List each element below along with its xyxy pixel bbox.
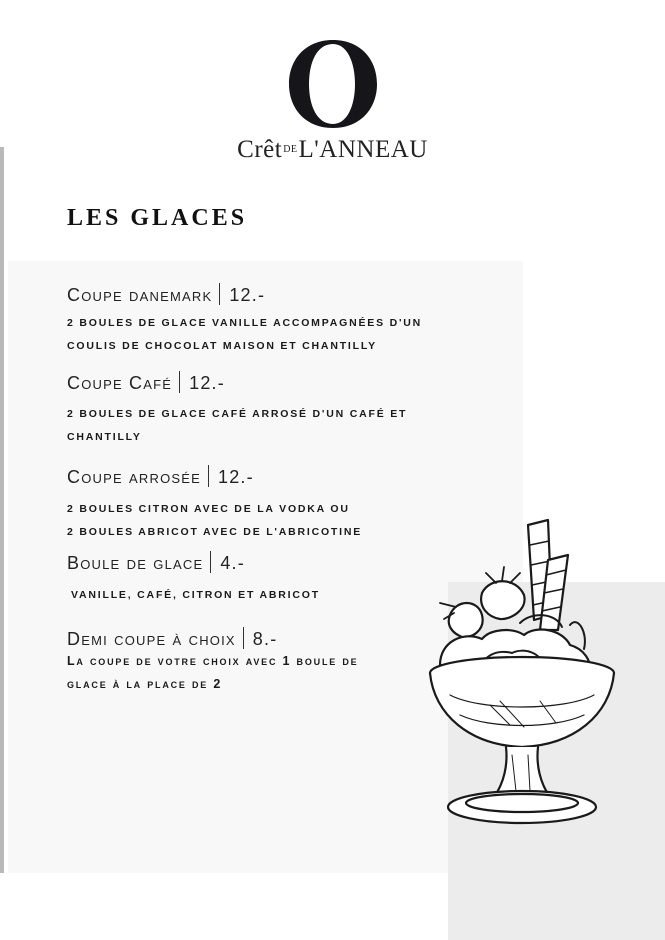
menu-item-description [67, 498, 362, 544]
menu-item-description [67, 584, 320, 607]
logo [0, 38, 665, 130]
description-line: La coupe de votre choix avec 1 boule de [67, 654, 359, 668]
separator [219, 283, 220, 305]
description-line: VANILLE, CAFÉ, CITRON ET ABRICOT [71, 589, 320, 601]
menu-item-description [67, 312, 422, 358]
description-line: 2 BOULES CITRON AVEC DE LA VODKA OU [67, 503, 350, 515]
separator [179, 371, 180, 393]
menu-item-price: 12.- [218, 467, 254, 487]
left-accent-bar [0, 147, 4, 873]
description-line: 2 BOULES DE GLACE VANILLE ACCOMPAGNÉES D'UN [67, 317, 423, 329]
menu-item-name: Coupe danemark [67, 285, 213, 305]
description-line: glace à la place de 2 [67, 677, 223, 691]
menu-item-name: Demi coupe à choix [67, 629, 236, 649]
menu-item-price: 8.- [252, 629, 278, 649]
menu-item-name: Coupe Café [67, 373, 173, 393]
brand-name-part2: L'ANNEAU [298, 136, 428, 163]
brand-name-part1: Crêt [237, 136, 283, 163]
description-line: 2 BOULES ABRICOT AVEC DE L'ABRICOTINE [67, 526, 363, 538]
menu-item-heading [67, 551, 320, 574]
menu-item-price: 12.- [189, 373, 225, 393]
separator [208, 465, 209, 487]
ice-cream-sundae-icon [420, 515, 635, 835]
menu-item [67, 551, 320, 607]
menu-item-heading [67, 465, 362, 488]
description-line: COULIS DE CHOCOLAT MAISON ET CHANTILLY [67, 340, 377, 352]
description-line: CHANTILLY [67, 431, 142, 443]
ring-o-logo-icon [287, 38, 379, 130]
menu-item-name: Coupe arrosée [67, 467, 202, 487]
menu-item [67, 371, 407, 449]
menu-item-price: 4.- [220, 553, 245, 573]
brand-name-de: DE [283, 144, 298, 155]
page-title: LES GLACES [67, 205, 248, 231]
menu-item-heading [67, 627, 358, 650]
menu-item-name: Boule de glace [67, 553, 204, 573]
menu-item-heading [67, 283, 422, 306]
menu-item [67, 283, 422, 358]
separator [210, 551, 211, 573]
separator [243, 627, 244, 649]
brand-name [0, 136, 665, 164]
description-line: 2 BOULES DE GLACE CAFÉ ARROSÉ D'UN CAFÉ ET [67, 408, 408, 420]
menu-item [67, 627, 358, 696]
menu-item [67, 465, 362, 544]
menu-item-description [67, 650, 358, 696]
menu-item-heading [67, 371, 407, 394]
menu-item-price: 12.- [229, 285, 266, 305]
menu-item-description [67, 403, 407, 449]
